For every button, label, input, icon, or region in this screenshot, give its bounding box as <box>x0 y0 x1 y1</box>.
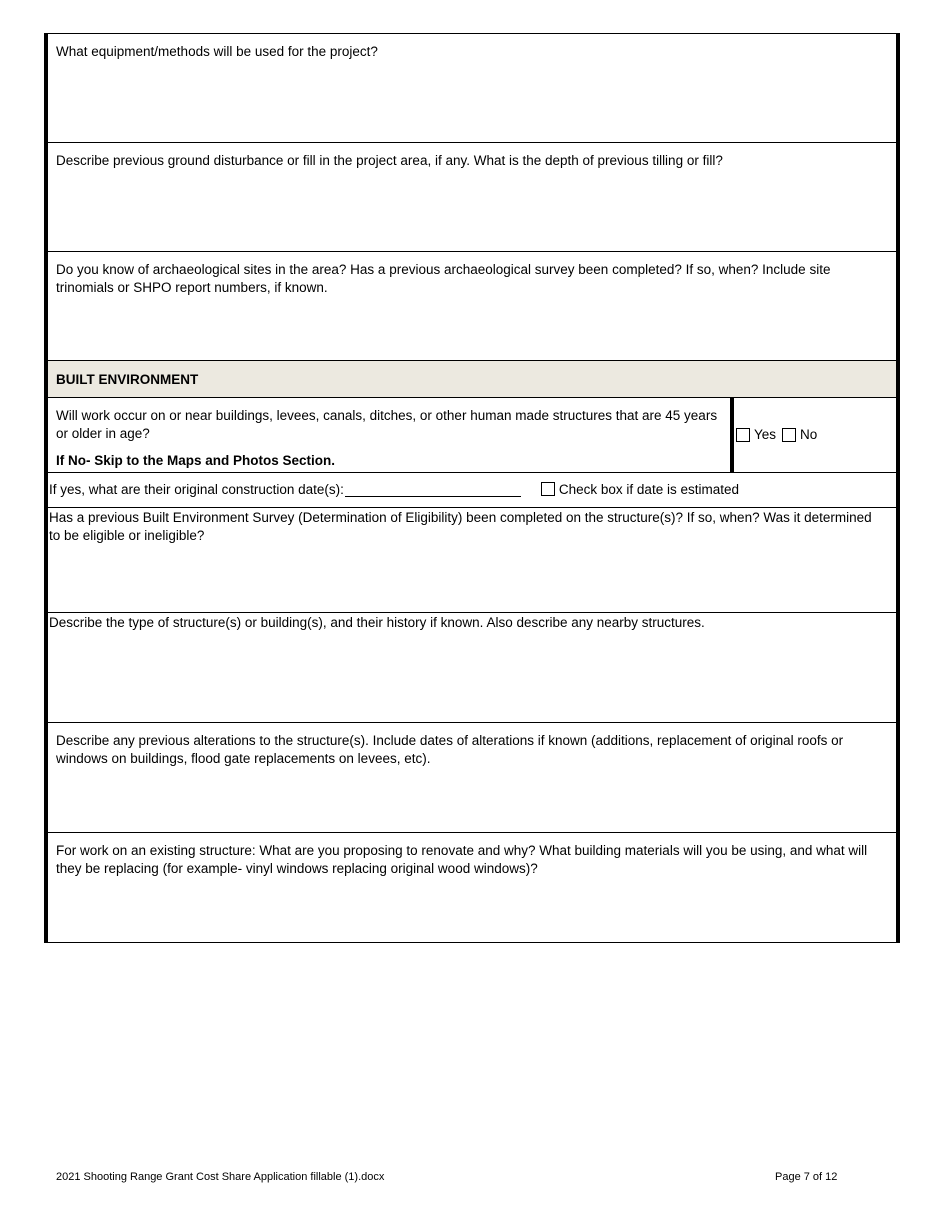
near-structures-row <box>48 398 896 473</box>
footer-filename: 2021 Shooting Range Grant Cost Share Application fillable (1).docx <box>56 1171 385 1183</box>
skip-note: If No- Skip to the Maps and Photos Section. <box>56 453 336 468</box>
construction-dates-row <box>48 473 896 508</box>
footer-page-number: Page 7 of 12 <box>775 1171 838 1183</box>
previous-survey-field[interactable] <box>48 508 896 613</box>
structure-type-field[interactable] <box>48 613 896 723</box>
near-structures-question: Will work occur on or near buildings, levees, canals, ditches, or other human made structures that are 45 years or older in age? <box>56 408 718 441</box>
yes-no-options <box>730 398 896 472</box>
ground-disturbance-label: Describe previous ground disturbance or fill in the project area, if any. What is the depth of previous tilling or fill? <box>56 153 723 168</box>
construction-dates-input[interactable] <box>345 483 521 497</box>
archaeology-label: Do you know of archaeological sites in the area? Has a previous archaeological survey been completed? If so, when? Include site trinomials or SHPO report numbers, if known. <box>56 262 831 295</box>
structure-type-label: Describe the type of structure(s) or building(s), and their history if known. Also describe any nearby structures. <box>49 615 705 630</box>
equipment-question-label: What equipment/methods will be used for the project? <box>56 44 378 59</box>
previous-survey-label: Has a previous Built Environment Survey (Determination of Eligibility) been completed on the structure(s)? If so, when? Was it determined to be eligible or ineligible? <box>49 510 872 543</box>
equipment-question-field[interactable] <box>48 34 896 143</box>
ground-disturbance-field[interactable] <box>48 143 896 252</box>
renovation-field[interactable] <box>48 833 896 942</box>
no-checkbox[interactable] <box>782 428 796 442</box>
yes-checkbox[interactable] <box>736 428 750 442</box>
yes-label: Yes <box>754 427 777 442</box>
archaeology-field[interactable] <box>48 252 896 361</box>
estimated-checkbox[interactable] <box>541 482 555 496</box>
no-label: No <box>800 427 818 442</box>
application-form <box>44 33 900 943</box>
renovation-label: For work on an existing structure: What are you proposing to renovate and why? What building materials will you be using, and what will they be replacing (for example- vinyl windows replacing original wood windows)? <box>56 843 868 876</box>
built-environment-heading: BUILT ENVIRONMENT <box>48 361 896 398</box>
estimated-label: Check box if date is estimated <box>558 482 739 497</box>
alterations-field[interactable] <box>48 723 896 833</box>
alterations-label: Describe any previous alterations to the structure(s). Include dates of alterations if known (additions, replacement of original roofs or windows on buildings, flood gate replacements on levees, etc). <box>56 733 844 766</box>
construction-dates-label: If yes, what are their original construction date(s): <box>49 482 344 497</box>
